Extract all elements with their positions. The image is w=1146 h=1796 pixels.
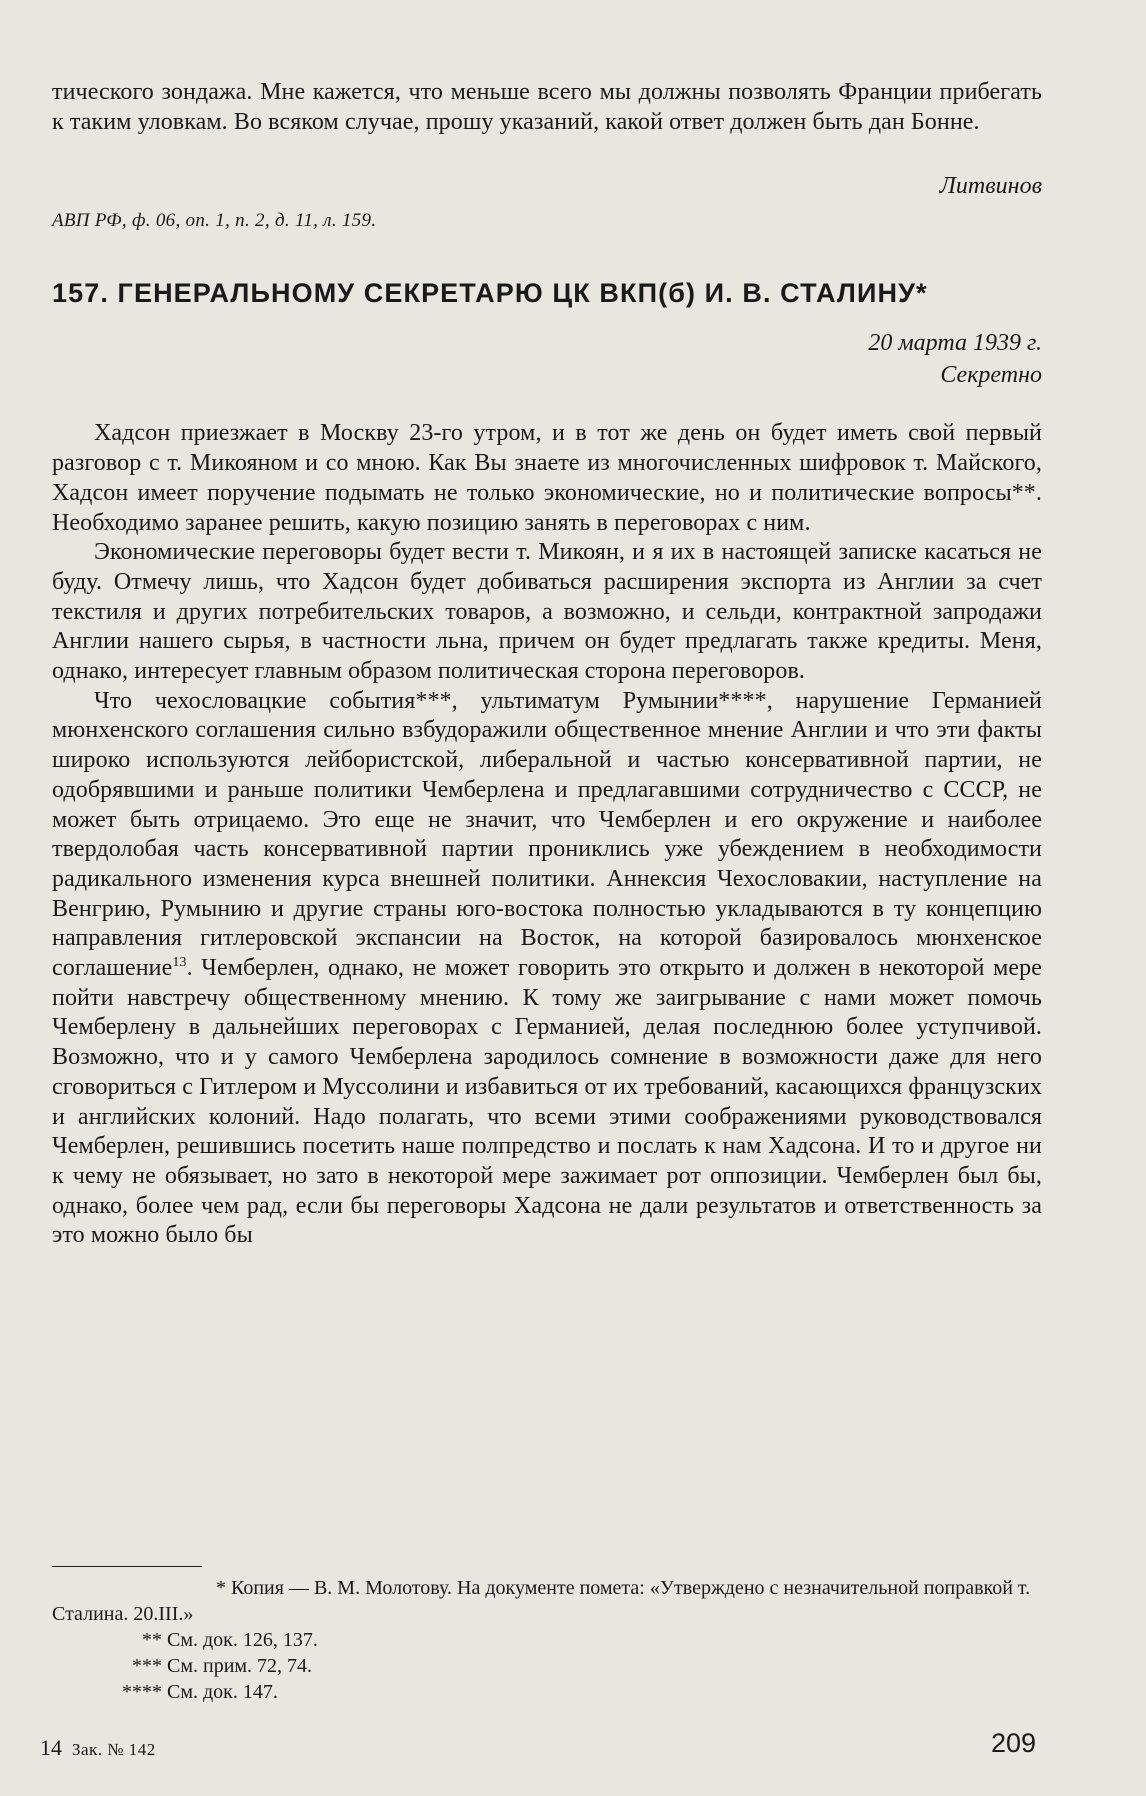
footnote-4	[52, 1679, 1042, 1705]
footnote-marker: ****	[122, 1681, 162, 1703]
main-text	[52, 78, 1042, 1251]
footnote-divider	[52, 1566, 202, 1567]
printer-imprint	[40, 1735, 156, 1761]
body-paragraph-3	[52, 687, 1042, 1251]
body-paragraph-1	[52, 419, 1042, 538]
letter-body	[52, 419, 1042, 1251]
footnotes	[52, 1575, 1042, 1705]
footnote-2	[52, 1627, 1042, 1653]
footnote-1	[52, 1575, 1042, 1627]
paragraph-text: Хадсон приезжает в Москву 23-го утром, и в тот же день он будет иметь свой первый разговор с т. Микояном и со мною. Как Вы знаете из многочисленных шифровок т. Майского, Хадсон имеет поручение подымать не только экономические, но и политические вопросы**. Необходимо заранее решить, какую позицию занять в переговорах с ним.	[52, 420, 1042, 536]
footnote-marker: ***	[132, 1655, 162, 1677]
note-reference: 13	[172, 955, 187, 971]
footnote-marker: **	[142, 1629, 162, 1651]
page-number: 209	[990, 1728, 1036, 1758]
footnote-marker: *	[216, 1577, 226, 1599]
document-date: 20 марта 1939 г.	[868, 330, 1042, 357]
archive-reference: АВП РФ, ф. 06, оп. 1, п. 2, д. 11, л. 159.	[52, 210, 377, 232]
footnote-3	[52, 1653, 1042, 1679]
signature: Литвинов	[939, 173, 1042, 200]
footnote-text: Копия — В. М. Молотову. На документе помета: «Утверждено с незначительной поправкой т. Сталина. 20.III.»	[52, 1577, 1031, 1625]
footnote-text: См. док. 126, 137.	[167, 1629, 318, 1651]
paragraph-text-continued: . Чемберлен, однако, не может говорить это открыто и должен в некоторой мере пойти навстречу общественному мнению. К тому же заигрывание с нами может помочь Чемберлену в дальнейших переговорах с Германией, делая последнюю более уступчивой. Возможно, что и у самого Чемберлена зародилось сомнение в возможности даже для него сговориться с Гитлером и Муссолини и избавиться от их требований, касающихся французских и английских колоний. Надо полагать, что всеми этими соображениями руководствовался Чемберлен, решившись посетить наше полпредство и послать к нам Хадсона. И то и другое ни к чему не обязывает, но зато в некоторой мере зажимает рот оппозиции. Чемберлен был бы, однако, более чем рад, если бы переговоры Хадсона не дали результатов и ответственность за это можно было бы	[52, 955, 1042, 1249]
top-paragraph: тического зондажа. Мне кажется, что меньше всего мы должны позволять Франции прибегать к таким уловкам. Во всяком случае, прошу указаний, какой ответ должен быть дан Бонне.	[52, 79, 1042, 135]
paragraph-text: Экономические переговоры будет вести т. Микоян, и я их в настоящей записке касаться не буду. Отмечу лишь, что Хадсон будет добиваться расширения экспорта из Англии за счет текстиля и других потребительских товаров, а возможно, и сельди, контрактной запродажи Англии нашего сырья, в частности льна, причем он будет предлагать также кредиты. Меня, однако, интересует главным образом политическая сторона переговоров.	[52, 539, 1042, 685]
classification-mark: Секретно	[940, 362, 1042, 389]
paragraph-text: Что чехословацкие события***, ультиматум Румынии****, нарушение Германией мюнхенского соглашения сильно взбудоражили общественное мнение Англии и что эти факты широко используются лейбористской, либеральной и частью консервативной партии, не одобрявшими и раньше политики Чемберлена и предлагавшими сотрудничество с СССР, не может быть отрицаемо. Это еще не значит, что Чемберлен и его окружение и наиболее твердолобая часть консервативной партии прониклись уже убеждением в необходимости радикального изменения курса внешней политики. Аннексия Чехословакии, наступление на Венгрию, Румынию и другие страны юго-востока полностью укладываются в ту концепцию направления гитлеровской экспансии на Восток, на которой базировалось мюнхенское соглашение	[52, 687, 1042, 982]
footnote-text: См. прим. 72, 74.	[167, 1655, 313, 1677]
footnote-text: См. док. 147.	[167, 1681, 278, 1703]
body-paragraph-2	[52, 538, 1042, 687]
order-number: Зак. № 142	[72, 1740, 156, 1759]
signature-mark: 14	[40, 1735, 62, 1760]
document-title: 157. ГЕНЕРАЛЬНОМУ СЕКРЕТАРЮ ЦК ВКП(б) И. В. СТАЛИНУ*	[52, 278, 928, 309]
